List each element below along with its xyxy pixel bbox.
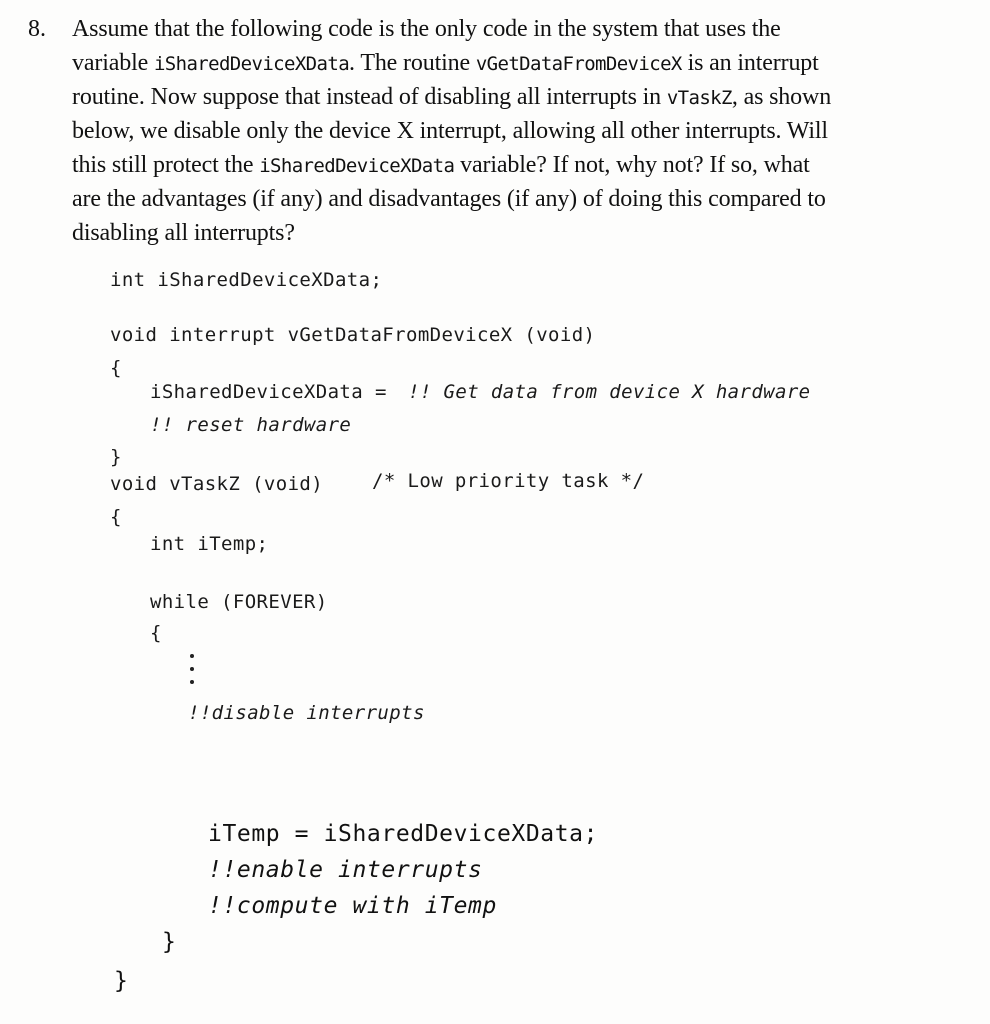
question-line <box>72 148 932 182</box>
inline-code-identifier: iSharedDeviceXData <box>259 155 455 177</box>
question-number: 8. <box>28 16 46 42</box>
inline-code-identifier: vGetDataFromDeviceX <box>475 53 682 75</box>
code-global-declaration: int iSharedDeviceXData; <box>110 269 383 291</box>
question-text-segment: disabling all interrupts? <box>72 220 295 246</box>
code-isr-get-data-comment: !! Get data from device X hardware <box>408 381 811 403</box>
inline-code-identifier: iSharedDeviceXData <box>153 53 350 75</box>
question-text-segment: below, we disable only the device X interrupt, allowing all other interrupts. Will <box>72 118 828 144</box>
code-isr-assignment: iSharedDeviceXData = <box>150 381 399 403</box>
code-isr-reset-comment: !! reset hardware <box>150 414 352 436</box>
code-isr-open-brace: { <box>110 357 122 379</box>
code-read-shared-variable: iTemp = iSharedDeviceXData; <box>208 821 599 847</box>
question-text-segment: this still protect the <box>72 152 260 178</box>
question-text-segment: . The routine <box>349 50 476 76</box>
code-isr-signature: void interrupt vGetDataFromDeviceX (void) <box>110 324 596 346</box>
question-text-segment: are the advantages (if any) and disadvantages (if any) of doing this compared to <box>72 186 826 212</box>
question-text-segment: variable <box>72 50 154 76</box>
code-task-comment: /* Low priority task */ <box>372 470 645 492</box>
question-text-segment: , as shown <box>731 84 832 110</box>
question-line <box>72 182 932 216</box>
question-text-segment: is an interrupt <box>681 50 819 76</box>
question-line <box>72 114 932 148</box>
question-text <box>72 12 932 250</box>
code-loop-close-brace: } <box>162 929 177 955</box>
code-task-signature: void vTaskZ (void) <box>110 473 324 495</box>
ellipsis-vertical-dots <box>188 652 196 692</box>
code-enable-interrupts: !!enable interrupts <box>208 857 483 883</box>
question-line <box>72 46 932 80</box>
question-line <box>72 216 932 250</box>
code-compute-comment: !!compute with iTemp <box>208 893 497 919</box>
code-loop-header: while (FOREVER) <box>150 591 328 613</box>
question-line <box>72 12 932 46</box>
code-isr-close-brace: } <box>110 446 122 468</box>
question-text-segment: variable? If not, why not? If so, what <box>454 152 810 178</box>
inline-code-identifier: vTaskZ <box>666 87 732 109</box>
code-local-declaration: int iTemp; <box>150 533 269 555</box>
question-text-segment: Assume that the following code is the only code in the system that uses the <box>72 16 781 42</box>
code-disable-interrupts: !!disable interrupts <box>188 702 425 724</box>
code-task-open-brace: { <box>110 506 122 528</box>
question-text-segment: routine. Now suppose that instead of disabling all interrupts in <box>72 84 667 110</box>
code-task-close-brace: } <box>114 968 129 994</box>
code-loop-open-brace: { <box>150 622 162 644</box>
question-line <box>72 80 932 114</box>
